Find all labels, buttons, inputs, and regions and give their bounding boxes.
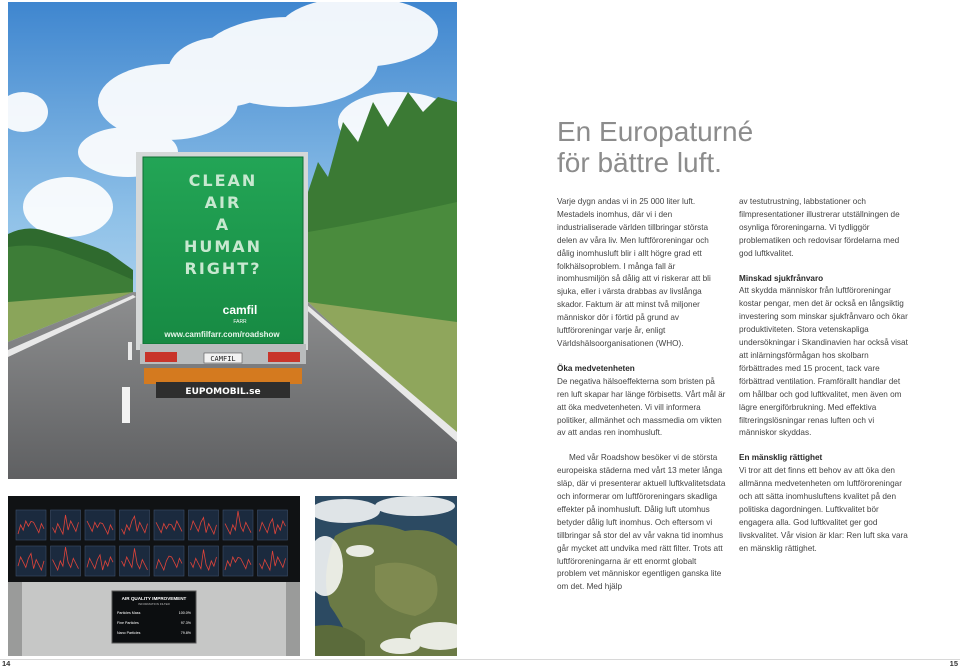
- section-heading: En mänsklig rättighet: [739, 453, 823, 463]
- monitor-screen: [85, 546, 115, 576]
- slogan-line-1: CLEAN: [188, 171, 258, 190]
- page-headline: [557, 116, 917, 178]
- panel-row-3-label: Nano Particles: [117, 631, 141, 635]
- panel-title: AIR QUALITY IMPROVEMENT: [121, 596, 187, 601]
- paragraph-gap: [739, 261, 911, 273]
- body-paragraph: De negativa hälsoeffekterna som bristen på ren luft skapar har länge förbisetts. Vårt mål är att öka medvetenheten. Vi vill informera politiker, allmänhet och massmedia om vikten av att andas ren inomhusluft.: [557, 376, 726, 438]
- monitor-screen: [51, 546, 81, 576]
- paragraph-gap: [557, 440, 727, 452]
- page-number-left: 14: [2, 659, 11, 668]
- panel-subtitle: INFORMATION FILTER: [138, 602, 170, 606]
- body-paragraph: Med vår Roadshow besöker vi de största europeiska städerna med vårt 13 meter långa släp, där vi presenterar aktuell luftkvalitetsdata och informerar om luftföroreningars skadliga effekter på inomhusluft. Dålig luft utomhus betyder dålig luft inomhus. Och eftersom vi tillbringar så stor del av vår vakna tid inomhus går mycket att undvika med rätt filter. Trots att luftföroreningarna är ett enormt globalt problem vet människor egentligen ganska lite om det. Med hjälp: [557, 453, 726, 592]
- monitor-screen: [223, 510, 253, 540]
- panel-row-1-label: Particles Mass: [117, 611, 141, 615]
- body-paragraph: Vi tror att det finns ett behov av att öka den allmänna medvetenheten om luftföroreningar och att sätta inomhusluftens kvalitet på den politiska dagordningen. Luftkvalitet bör engagera alla. God luftkvalitet ger god livskvalitet. Vår vision är klar: Ren luft ska vara en mänsklig rättighet.: [739, 466, 908, 553]
- text-column-2: [739, 196, 911, 556]
- section-heading: Öka medvetenheten: [557, 363, 635, 373]
- paragraph-gap: [739, 440, 911, 452]
- body-paragraph: Varje dygn andas vi in 25 000 liter luft. Mestadels inomhus, där vi i den industrialiserade världen tillbringar största delen av våra liv. Men luftföroreningar och dålig inomhusluft blir i allt högre grad ett folkhälsoproblem. I många fall är inomhusmiljön så dålig att vi riskerar att bli sjuka, eller i värsta drabbas av livslånga skador. Faktum är att minst två miljoner människor dör i förtid på grund av luftföroreningar varje år, enligt Världshälsoorganisationen (WHO).: [557, 197, 711, 348]
- panel-row-2-label: Fine Particles: [117, 621, 139, 625]
- monitor-screen: [51, 510, 81, 540]
- body-paragraph: av testutrustning, labbstationer och filmpresentationer illustrerar utställningen de osynliga föroreningarna. Vi tydliggör problematiken och redovisar fördelarna med god luftkvalitet.: [739, 197, 900, 258]
- monitor-wall-photo: [8, 496, 300, 656]
- truck-url: www.camfilfarr.com/roadshow: [164, 330, 280, 339]
- headline-line-1: En Europaturné: [557, 116, 754, 147]
- mudflap-text: EUPOMOBIL.se: [185, 387, 261, 397]
- slogan-line-3: A: [215, 215, 231, 234]
- slogan-line-4: HUMAN: [183, 237, 263, 256]
- slogan-line-2: AIR: [204, 193, 242, 212]
- monitor-screen: [154, 510, 184, 540]
- satellite-photo-europe: [315, 496, 457, 656]
- page-number-right: 15: [949, 659, 958, 668]
- monitor-screen: [189, 510, 219, 540]
- text-column-1: [557, 196, 727, 594]
- paragraph-gap: [557, 351, 727, 363]
- monitor-screen: [16, 546, 46, 576]
- body-paragraph: Att skydda människor från luftföroreningar kostar pengar, men det är också en långsiktig investering som minskar sjukfrånvaro och ökar produktiviteten. Stora vetenskapliga undersökningar i Skandinavien har också visat att inlärningsförmågan hos skolbarn förbättrades med 15 procent, tack vare förbättrad ventilation. Framförallt handlar det om hållbar och god luftkvalitet, men även om lägre energiförbrukning. Med effektiva filtreringslösningar renas luften och vi människor skyddas.: [739, 286, 908, 438]
- section-heading: Minskad sjukfrånvaro: [739, 273, 824, 283]
- panel-row-2-value: 97.3%: [180, 621, 191, 625]
- truck-photo: [8, 2, 457, 479]
- slogan-line-5: RIGHT?: [184, 259, 262, 278]
- monitor-screen: [258, 510, 288, 540]
- licence-plate: CAMFIL: [210, 355, 236, 363]
- headline-line-2: för bättre luft.: [557, 147, 722, 178]
- truck-brand-sub: FARR: [233, 319, 247, 325]
- panel-row-1-value: 100.0%: [178, 611, 191, 615]
- footer-rule: [0, 659, 960, 660]
- monitor-screen: [258, 546, 288, 576]
- panel-row-3-value: 79.8%: [180, 631, 191, 635]
- monitor-screen: [120, 510, 150, 540]
- truck-brand: camfil: [222, 303, 258, 317]
